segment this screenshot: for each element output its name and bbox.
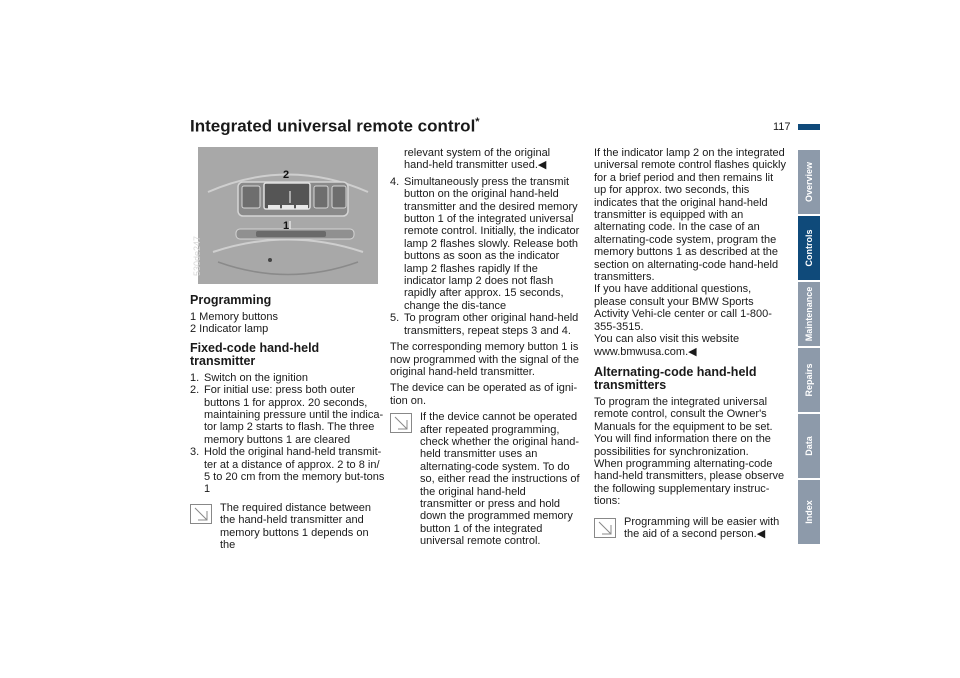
overhead-console-illustration bbox=[198, 147, 378, 284]
note-text: The required distance between the hand-held transmitter and memory buttons 1 depends on the bbox=[220, 501, 372, 552]
paragraph: If you have additional questions, please consult your BMW Sports Activity Vehi-cle center or call 1-800-355-3515. bbox=[594, 283, 772, 333]
tab-repairs[interactable]: Repairs bbox=[798, 348, 820, 412]
legend-item: 1 Memory buttons bbox=[190, 311, 279, 323]
tab-overview[interactable]: Overview bbox=[798, 150, 820, 214]
tab-index[interactable]: Index bbox=[798, 480, 820, 544]
note-text: Programming will be easier with the aid of a second person.◀ bbox=[624, 515, 780, 540]
legend-item: 2 Indicator lamp bbox=[190, 323, 269, 336]
tab-controls[interactable]: Controls bbox=[798, 216, 820, 280]
page-title: Integrated universal remote control* bbox=[190, 116, 480, 136]
note-text: If the device cannot be operated after repeated programming, check whether the original hand-held transmitter uses an alternating-code system. To do so, either read the instructions of the original hand-held transmitter or press and hold down the programmed memory button 1 of the integrated universal remote control. bbox=[420, 411, 580, 548]
column-2 bbox=[390, 147, 580, 548]
callout-2: 2 bbox=[283, 169, 290, 181]
note-box bbox=[190, 502, 385, 552]
list-item: 5. To program other original hand-held transmitters, repeat steps 3 and 4. bbox=[390, 312, 579, 337]
remote-control-figure bbox=[192, 147, 378, 284]
column-3 bbox=[594, 147, 786, 540]
paragraph: When programming alternating-code hand-held transmitters, please observe the following supplementary instruc-tions: bbox=[594, 457, 785, 508]
note-arrow-icon bbox=[190, 504, 212, 524]
paragraph: The corresponding memory button 1 is now programmed with the signal of the original hand-held transmitter. bbox=[390, 341, 579, 378]
page-number-bar bbox=[798, 124, 820, 130]
title-asterisk: * bbox=[475, 116, 480, 128]
list-item: 3. Hold the original hand-held transmit-ter at a distance of approx. 2 to 8 in/ 5 to 20 cm from the memory but-tons 1 bbox=[190, 446, 385, 496]
list-item: 4. Simultaneously press the transmit button on the original hand-held transmitter and the desired memory button 1 of the integrated universal remote control. Initially, the indicator lamp 2 flashes slowly. Release both buttons as soon as the indicator lamp 2 flashes rapidly If the indicator lamp 2 does not flash rapidly after approx. 15 seconds, change the dis-tance bbox=[390, 175, 580, 312]
paragraph: To program the integrated universal remote control, consult the Owner's Manuals for the equipment to be set. You will find information there on the possibilities for synchronization. bbox=[594, 395, 773, 458]
note-arrow-icon bbox=[594, 518, 616, 538]
note-box bbox=[390, 411, 580, 547]
fixed-code-heading: Fixed-code hand-held transmitter bbox=[190, 340, 320, 368]
callout-1: 1 bbox=[283, 220, 290, 232]
fixed-code-steps-cont bbox=[390, 176, 580, 337]
paragraph: You can also visit this website www.bmwusa.com.◀ bbox=[594, 333, 740, 358]
column-1 bbox=[190, 294, 385, 552]
list-item: 2. For initial use: press both outer buttons 1 for approx. 20 seconds, maintaining pressure until the indica-tor lamp 2 starts to flash. The three memory buttons 1 are cleared bbox=[190, 384, 384, 446]
page-number: 117 bbox=[773, 121, 791, 133]
alternating-code-heading: Alternating-code hand-held transmitters bbox=[594, 364, 757, 392]
continuation-text: relevant system of the original hand-held transmitter used.◀ bbox=[404, 147, 551, 172]
note-arrow-icon bbox=[390, 413, 412, 433]
fixed-code-steps bbox=[190, 372, 385, 496]
list-item: 1. Switch on the ignition bbox=[190, 371, 308, 384]
figure-code: 530de247 bbox=[192, 235, 202, 276]
note-box bbox=[594, 516, 786, 541]
tab-maintenance[interactable]: Maintenance bbox=[798, 282, 820, 346]
paragraph: If the indicator lamp 2 on the integrated universal remote control flashes quickly for a brief period and then remains lit up for approx. two seconds, this indicates that the original hand-held transmitter is equipped with an alternating code. In the case of an alternating-code system, program the memory buttons 1 as described at the section on alternating-code hand-held transmitters. bbox=[594, 147, 786, 284]
paragraph: The device can be operated as of igni-tion on. bbox=[390, 382, 578, 407]
tab-data[interactable]: Data bbox=[798, 414, 820, 478]
programming-heading: Programming bbox=[190, 293, 272, 307]
